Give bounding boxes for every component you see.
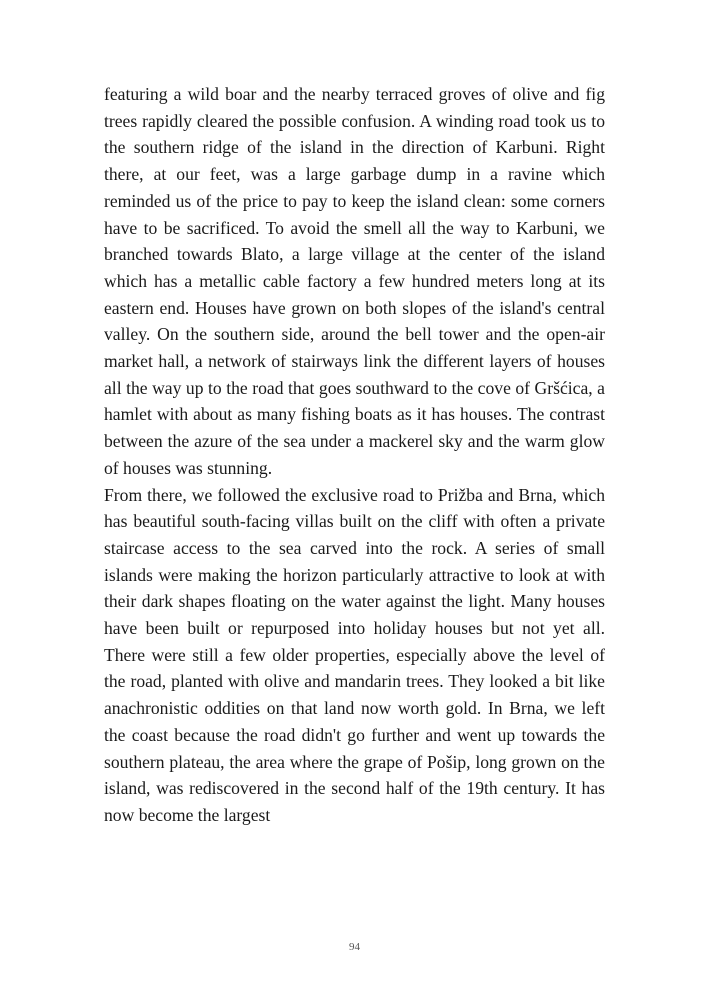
body-text [104,81,605,829]
paragraph-1: featuring a wild boar and the nearby terraced groves of olive and fig trees rapidly cleared the possible confusion. A winding road took us to the southern ridge of the island in the direction of Karbuni. Right there, at our feet, was a large garbage dump in a ravine which reminded us of the price to pay to keep the island clean: some corners have to be sacrificed. To avoid the smell all the way to Karbuni, we branched towards Blato, a large village at the center of the island which has a metallic cable factory a few hundred meters long at its eastern end. Houses have grown on both slopes of the island's central valley. On the southern side, around the bell tower and the open-air market hall, a network of stairways link the different layers of houses all the way up to the road that goes southward to the cove of Gršćica, a hamlet with about as many fishing boats as it has houses. The contrast between the azure of the sea under a mackerel sky and the warm glow of houses was stunning. [104,84,605,478]
paragraph-2: From there, we followed the exclusive road to Prižba and Brna, which has beautiful south-facing villas built on the cliff with often a private staircase access to the sea carved into the rock. A series of small islands were making the horizon particularly attractive to look at with their dark shapes floating on the water against the light. Many houses have been built or repurposed into holiday houses but not yet all. There were still a few older properties, especially above the level of the road, planted with olive and mandarin trees. They looked a bit like anachronistic oddities on that land now worth gold. In Brna, we left the coast because the road didn't go further and went up towards the southern plateau, the area where the grape of Pošip, long grown on the island, was rediscovered in the second half of the 19th century. It has now become the largest [104,484,605,825]
page-number: 94 [349,941,360,953]
